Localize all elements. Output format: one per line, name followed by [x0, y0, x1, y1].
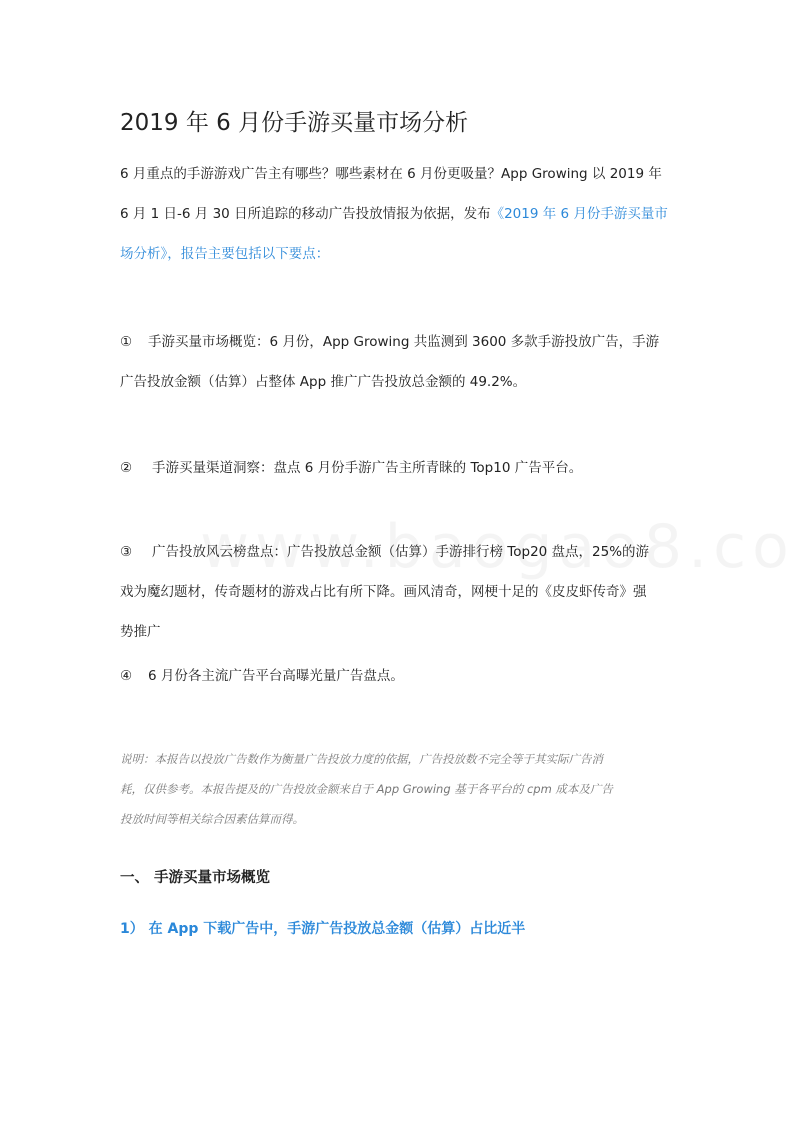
- point-2-number: ②: [120, 460, 133, 476]
- point-1-line-2: 广告投放金额（估算）占整体 App 推广广告投放总金额的 49.2%。: [120, 374, 527, 390]
- point-3: [120, 532, 680, 652]
- disclaimer-note: [120, 744, 680, 834]
- point-3-line-2: 戏为魔幻题材，传奇题材的游戏占比有所下降。画风清奇，网梗十足的《皮皮虾传奇》强: [120, 584, 647, 600]
- point-4-number: ④: [120, 668, 133, 684]
- point-4: [120, 656, 680, 696]
- note-line-3: 投放时间等相关综合因素估算而得。: [120, 812, 304, 826]
- intro-line-2: [120, 194, 680, 234]
- point-2: [120, 448, 680, 488]
- point-1-line-1: ① 手游买量市场概览：6 月份，App Growing 共监测到 3600 多款手游投放广告，手游: [120, 322, 680, 362]
- intro-line-1: 6 月重点的手游游戏广告主有哪些？哪些素材在 6 月份更吸量？App Growing 以 2019 年: [120, 166, 662, 182]
- point-2-line-1: ② 手游买量渠道洞察：盘点 6 月份手游广告主所青睐的 Top10 广告平台。: [120, 448, 680, 488]
- point-1-number: ①: [120, 334, 133, 350]
- section-heading: 一、 手游买量市场概览: [120, 870, 271, 886]
- intro-paragraph: [120, 154, 680, 274]
- note-line-2: 耗，仅供参考。本报告提及的广告投放金额来自于 App Growing 基于各平台的 cpm 成本及广告: [120, 782, 613, 796]
- point-3-line-1: ③ 广告投放风云榜盘点：广告投放总金额（估算）手游排行榜 Top20 盘点，25%的游: [120, 532, 680, 572]
- point-1: [120, 322, 680, 402]
- page-title: 2019 年 6 月份手游买量市场分析: [120, 110, 469, 136]
- report-link-continued[interactable]: 场分析》，报告主要包括以下要点：: [120, 246, 330, 262]
- note-line-1: 说明：本报告以投放广告数作为衡量广告投放力度的依据，广告投放数不完全等于其实际广告消: [120, 752, 603, 766]
- subsection-heading: 1） 在 App 下载广告中，手游广告投放总金额（估算）占比近半: [120, 921, 526, 937]
- point-3-line-3: 势推广: [120, 624, 161, 640]
- point-4-line-1: ④ 6 月份各主流广告平台高曝光量广告盘点。: [120, 656, 680, 696]
- report-link[interactable]: 《2019 年 6 月份手游买量市: [490, 206, 668, 222]
- point-3-number: ③: [120, 544, 133, 560]
- intro-line-2-text: 6 月 1 日-6 月 30 日所追踪的移动广告投放情报为依据，发布: [120, 206, 491, 222]
